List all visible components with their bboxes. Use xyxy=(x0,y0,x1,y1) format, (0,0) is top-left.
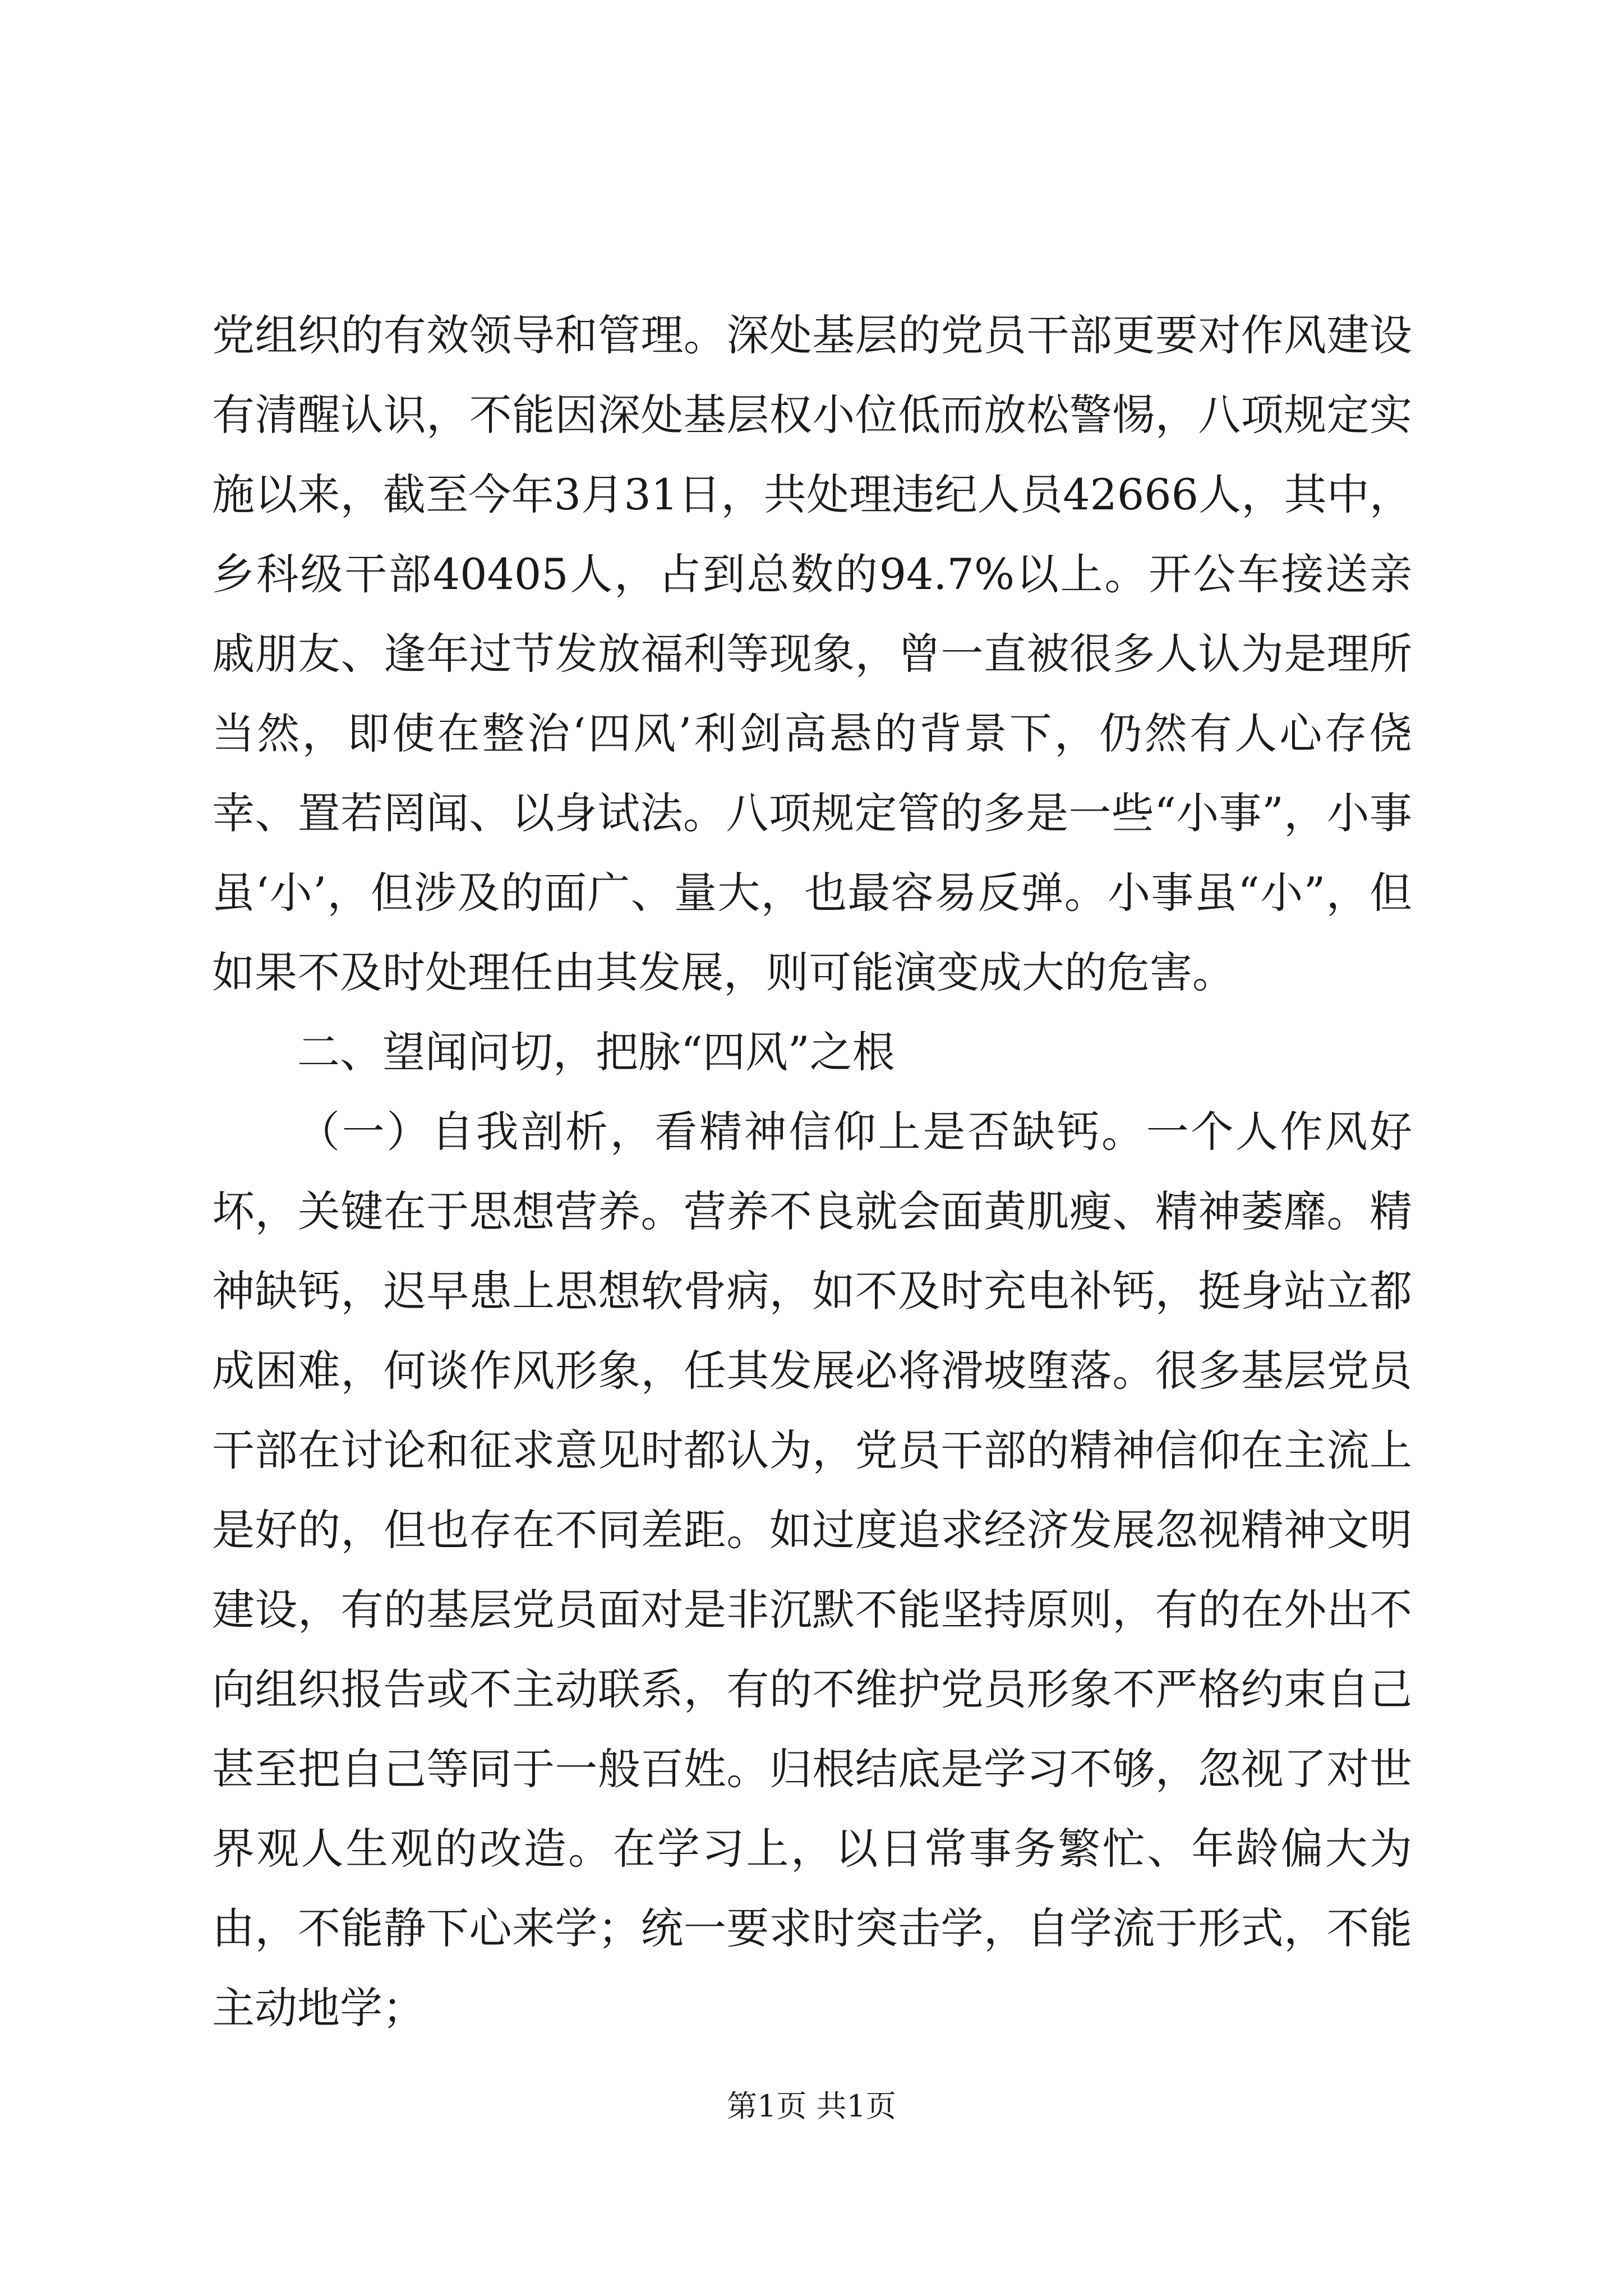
page-footer: 第1页 共1页 xyxy=(727,2088,896,2124)
paragraph-continuation: 党组织的有效领导和管理。深处基层的党员干部更要对作风建设有清醒认识，不能因深处基层权小位低而放松警惕，八项规定实施以来，截至今年3月31日，共处理违纪人员42666人，其中，乡科级干部40405人，占到总数的94.7%以上。开公车接送亲戚朋友、逢年过节发放福利等现象，曾一直被很多人认为是理所当然，即使在整治‘四风’利剑高悬的背景下，仍然有人心存侥幸、置若罔闻、以身试法。八项规定管的多是一些“小事”，小事虽‘小’，但涉及的面广、量大，也最容易反弹。小事虽“小”，但如果不及时处理任由其发展，则可能演变成大的危害。 xyxy=(212,310,1412,997)
document-body xyxy=(212,296,1412,2048)
section-heading: 二、望闻问切，把脉“四风”之根 xyxy=(297,1027,895,1077)
paragraph-self-analysis: （一）自我剖析，看精神信仰上是否缺钙。一个人作风好坏，关键在于思想营养。营养不良就会面黄肌瘦、精神萎靡。精神缺钙，迟早患上思想软骨病，如不及时充电补钙，挺身站立都成困难，何谈作风形象，任其发展必将滑坡堕落。很多基层党员干部在讨论和征求意见时都认为，党员干部的精神信仰在主流上是好的，但也存在不同差距。如过度追求经济发展忽视精神文明建设，有的基层党员面对是非沉默不能坚持原则，有的在外出不向组织报告或不主动联系，有的不维护党员形象不严格约束自己甚至把自己等同于一般百姓。归根结底是学习不够，忽视了对世界观人生观的改造。在学习上，以日常事务繁忙、年龄偏大为由，不能静下心来学；统一要求时突击学，自学流于形式，不能主动地学； xyxy=(212,1107,1412,2033)
